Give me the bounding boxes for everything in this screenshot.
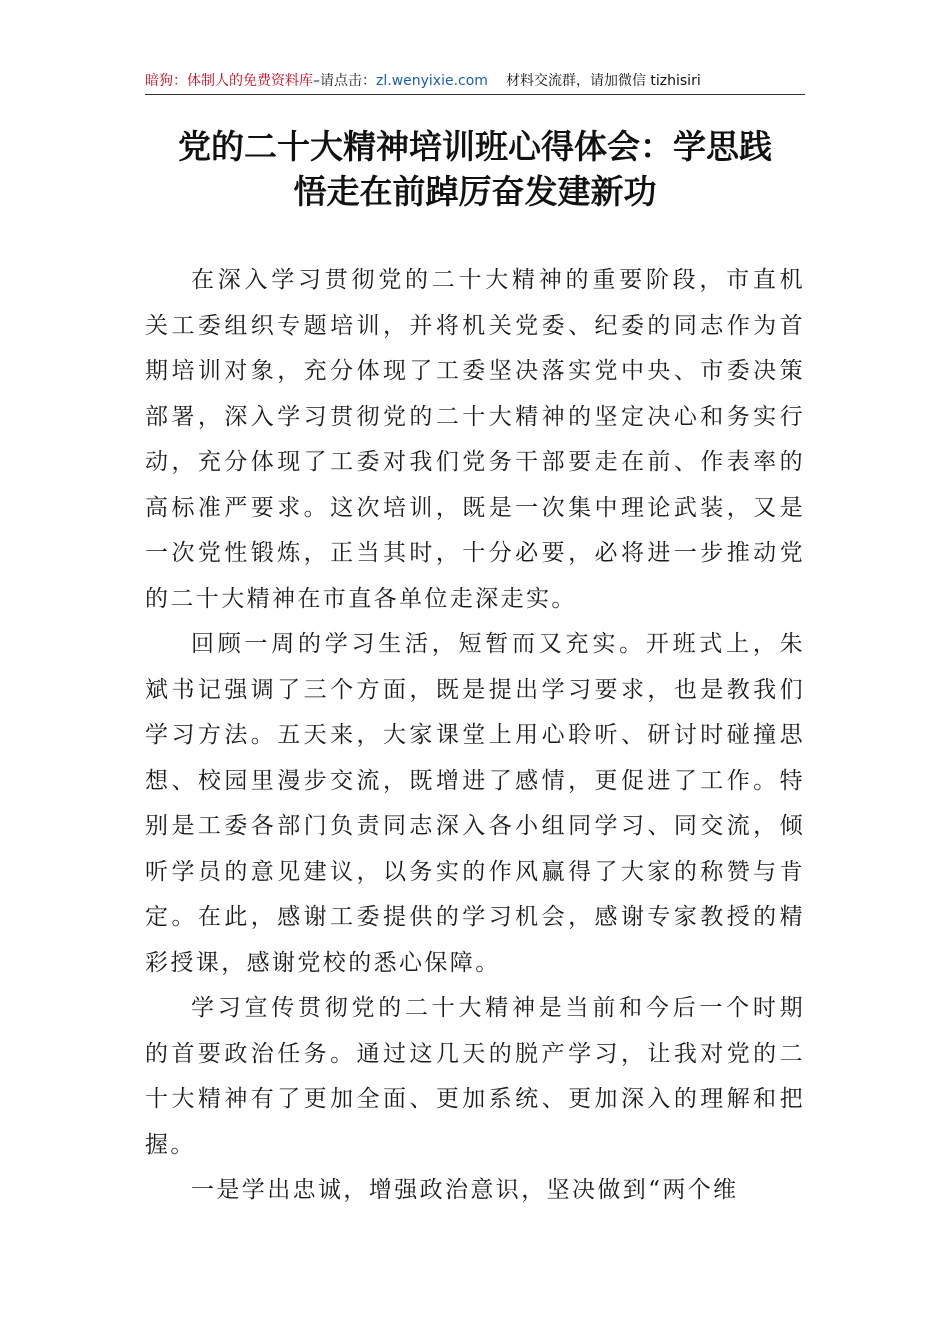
document-header	[145, 68, 805, 95]
page-title	[100, 124, 850, 214]
paragraph-line: 的首要政治任务。通过这几天的脱产学习，让我对党的二	[145, 1040, 805, 1067]
paragraph-line: 学习方法。五天来，大家课堂上用心聆听、研讨时碰撞思	[145, 722, 805, 748]
paragraph-line: 高标准严要求。这次培训，既是一次集中理论武装，又是	[145, 494, 805, 521]
paragraph-line: 听学员的意见建议，以务实的作风赢得了大家的称赞与肯	[145, 858, 805, 885]
document-body	[145, 258, 805, 1214]
header-brand: 暗狗：体制人的免费资料库	[145, 73, 313, 89]
paragraph-line: 握。	[145, 1131, 196, 1158]
header-prompt: –请点击：	[313, 73, 376, 89]
paragraph-line: 十大精神有了更加全面、更加系统、更加深入的理解和把	[145, 1086, 805, 1112]
paragraph-line: 关工委组织专题培训，并将机关党委、纪委的同志作为首	[145, 312, 805, 339]
paragraph-line: 一是学出忠诚，增强政治意识，坚决做到“两个维	[191, 1177, 739, 1203]
paragraph-line: 动，充分体现了工委对我们党务干部要走在前、作表率的	[145, 449, 805, 475]
header-link[interactable]: zl.wenyixie.com	[376, 73, 488, 89]
paragraph-line: 在深入学习贯彻党的二十大精神的重要阶段，市直机	[191, 267, 805, 293]
paragraph-line: 斌书记强调了三个方面，既是提出学习要求，也是教我们	[145, 676, 805, 703]
paragraph-line: 一次党性锻炼，正当其时，十分必要，必将进一步推动党	[145, 540, 805, 566]
paragraph-line: 想、校园里漫步交流，既增进了感情，更促进了工作。特	[145, 767, 805, 794]
paragraph-line: 别是工委各部门负责同志深入各小组同学习、同交流，倾	[145, 813, 805, 839]
paragraph-line: 彩授课，感谢党校的悉心保障。	[145, 949, 501, 976]
title-line-1: 党的二十大精神培训班心得体会：学思践	[178, 127, 772, 166]
paragraph	[145, 622, 805, 986]
paragraph-line: 部署，深入学习贯彻党的二十大精神的坚定决心和务实行	[145, 403, 805, 430]
paragraph-line: 的二十大精神在市直各单位走深走实。	[145, 585, 577, 612]
paragraph-line: 学习宣传贯彻党的二十大精神是当前和今后一个时期	[191, 995, 805, 1021]
header-group-note: 材料交流群，请加微信 tizhisiri	[505, 73, 701, 89]
title-line-2: 悟走在前踔厉奋发建新功	[293, 172, 657, 211]
paragraph	[145, 258, 805, 622]
paragraph-line: 定。在此，感谢工委提供的学习机会，感谢专家教授的精	[145, 904, 805, 930]
paragraph	[145, 1168, 805, 1214]
paragraph	[145, 986, 805, 1168]
paragraph-line: 回顾一周的学习生活，短暂而又充实。开班式上，朱	[191, 631, 805, 657]
paragraph-line: 期培训对象，充分体现了工委坚决落实党中央、市委决策	[145, 358, 805, 384]
